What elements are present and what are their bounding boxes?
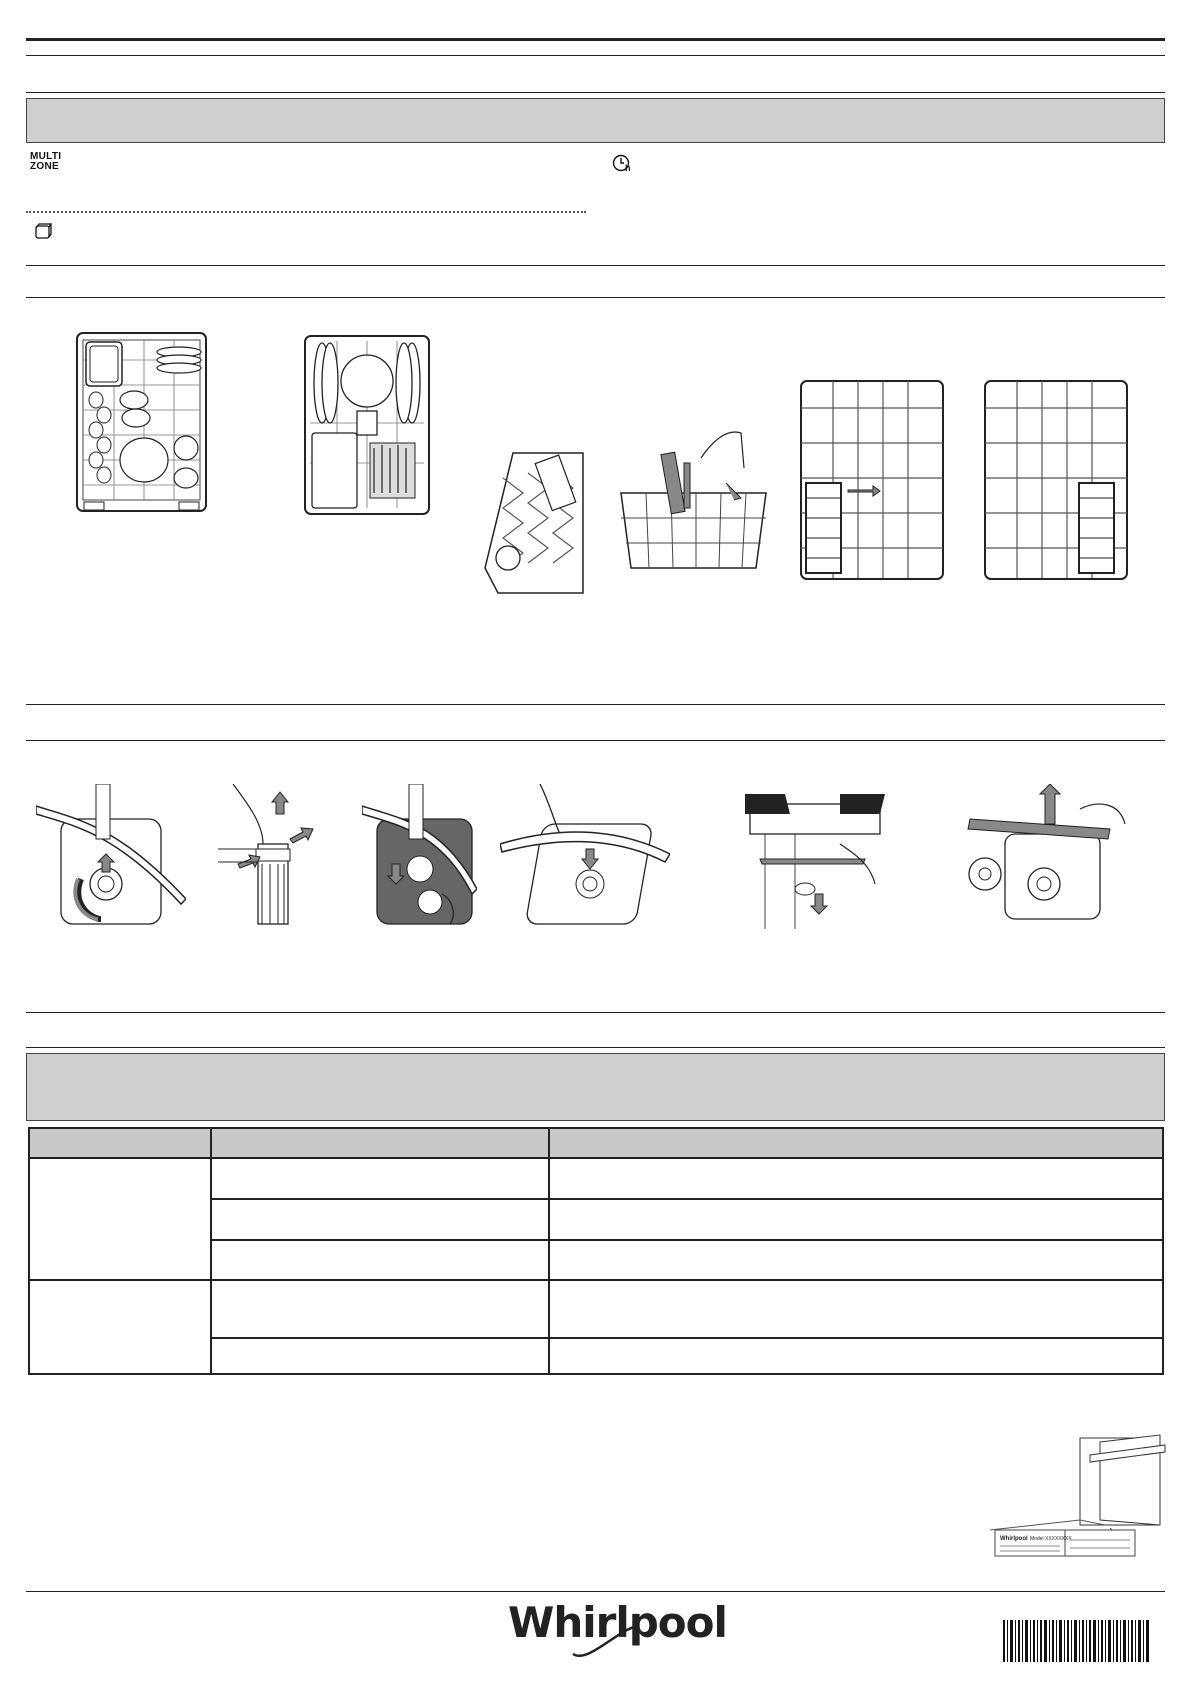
multizone-icon — [30, 152, 61, 172]
footer-rule — [26, 1591, 1165, 1592]
table-cell — [29, 1280, 211, 1374]
table-cell — [549, 1280, 1163, 1338]
cleaning-rule-1 — [26, 704, 1165, 705]
table-cell — [211, 1338, 549, 1374]
table-row — [29, 1280, 1163, 1338]
delay-start-icon — [612, 154, 634, 176]
header-rule-2 — [26, 92, 1165, 93]
table-cell — [29, 1158, 211, 1280]
fold-down-tines-illustration — [483, 448, 588, 598]
delay-h-label: h — [625, 163, 631, 173]
troubleshooting-table — [28, 1127, 1164, 1375]
barcode — [1003, 1620, 1150, 1662]
lower-rack-illustration — [74, 330, 209, 515]
table-cell — [211, 1280, 549, 1338]
multizone-label-line2: ZONE — [30, 161, 59, 172]
table-cell — [211, 1240, 549, 1280]
table-cell — [211, 1158, 549, 1199]
header-rule — [26, 55, 1165, 56]
racks-rule-1 — [26, 265, 1165, 266]
remove-upper-spray-arm-illustration — [745, 784, 885, 929]
remove-filter-illustration — [218, 784, 323, 929]
table-header-cell — [29, 1128, 211, 1158]
cutlery-basket-illustration — [616, 428, 771, 578]
brand-name: Whirlpool — [508, 1598, 727, 1647]
multizone-label-line1: MULTI — [30, 151, 62, 162]
whirlpool-logo — [508, 1598, 727, 1647]
options-dotted-divider — [26, 211, 586, 213]
remove-sprinkler-illustration — [960, 784, 1130, 924]
table-header-cell — [549, 1128, 1163, 1158]
rating-plate-illustration — [990, 1430, 1170, 1560]
table-header-row — [29, 1128, 1163, 1158]
cleaning-rule-2 — [26, 740, 1165, 741]
plate-brand: Whirlpool — [1000, 1536, 1028, 1542]
table-cell — [549, 1158, 1163, 1199]
upper-rack-basket-right-illustration — [982, 378, 1130, 583]
table-cell — [549, 1338, 1163, 1374]
upper-rack-basket-left-illustration — [798, 378, 946, 583]
clean-filter-illustration — [362, 784, 477, 929]
table-cell — [549, 1199, 1163, 1240]
options-heading-band — [26, 98, 1165, 143]
table-cell — [211, 1199, 549, 1240]
refit-spray-arm-illustration — [500, 784, 670, 929]
table-header-cell — [211, 1128, 549, 1158]
upper-rack-illustration — [302, 333, 432, 518]
troubleshooting-heading-band — [26, 1053, 1165, 1121]
table-row — [29, 1158, 1163, 1199]
troubleshooting-rule-2 — [26, 1047, 1165, 1048]
plate-model: Model XXXXXXXX — [1030, 1536, 1072, 1542]
troubleshooting-rule-1 — [26, 1012, 1165, 1013]
tablet-icon — [34, 222, 54, 240]
racks-rule-2 — [26, 297, 1165, 298]
table-cell — [549, 1240, 1163, 1280]
top-rule-thick — [26, 38, 1165, 41]
remove-lower-spray-arm-illustration — [36, 784, 186, 929]
